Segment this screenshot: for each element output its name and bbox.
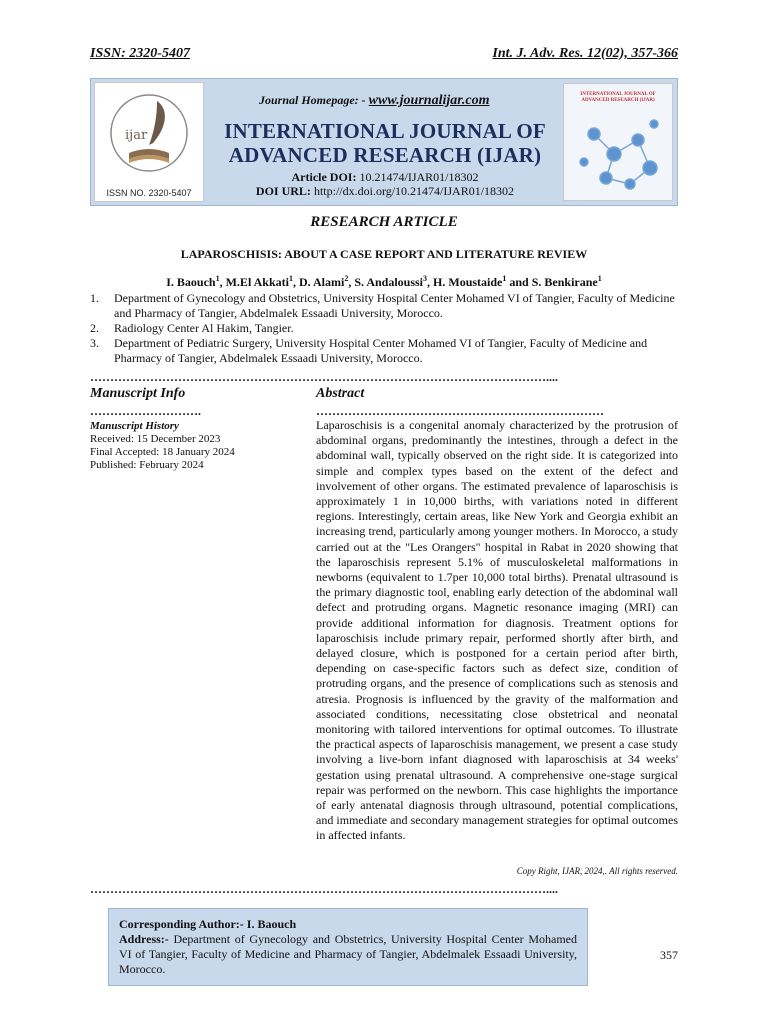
article-doi bbox=[215, 170, 555, 185]
logo-issn-text: ISSN NO. 2320-5407 bbox=[106, 188, 192, 198]
affiliation-item: 2. Radiology Center Al Hakim, Tangier. bbox=[90, 321, 294, 335]
journal-banner bbox=[90, 78, 678, 206]
dotted-separator: …………………………………………………………………………………………………….... bbox=[90, 370, 558, 384]
cover-title-text: INTERNATIONAL JOURNAL OF ADVANCED RESEARCH (IJAR) bbox=[580, 92, 656, 103]
author: M.El Akkati$^1$, bbox=[225, 274, 299, 289]
author: S. Benkirane$^1$ bbox=[531, 274, 602, 289]
doi-url bbox=[215, 184, 555, 199]
dotted-separator: ……………………………………………………………… bbox=[316, 404, 604, 418]
manuscript-info-heading: Manuscript Info bbox=[90, 386, 186, 401]
homepage-label: Journal Homepage: - bbox=[259, 93, 369, 107]
svg-text:ijar: ijar bbox=[125, 128, 148, 143]
author-list bbox=[90, 275, 678, 290]
quill-book-icon bbox=[95, 83, 203, 187]
doi-url-link[interactable]: http://dx.doi.org/10.21474/IJAR01/18302 bbox=[313, 184, 515, 198]
dotted-separator: …………………………………………………………………………………………………….... bbox=[90, 882, 558, 896]
citation-label: Int. J. Adv. Res. 12(02), 357-366 bbox=[492, 46, 678, 61]
article-doi-label: Article DOI: bbox=[291, 170, 357, 184]
article-doi-value: 10.21474/IJAR01/18302 bbox=[359, 170, 479, 184]
running-header bbox=[90, 46, 678, 66]
homepage-link[interactable]: www.journalijar.com bbox=[368, 93, 490, 108]
journal-homepage bbox=[259, 93, 490, 109]
journal-cover-image bbox=[563, 83, 673, 201]
accepted-date: Final Accepted: 18 January 2024 bbox=[90, 446, 235, 458]
author: I. Baouch$^1$, bbox=[166, 274, 226, 289]
corresponding-author-box bbox=[108, 908, 588, 986]
author: D. Alami$^2$, bbox=[298, 274, 355, 289]
manuscript-history-heading: Manuscript History bbox=[90, 420, 179, 432]
author: H. Moustaide$^1$ and bbox=[433, 274, 532, 289]
page-number: 357 bbox=[660, 948, 678, 962]
issn-label: ISSN: 2320-5407 bbox=[90, 46, 190, 61]
dotted-separator: ………………………. bbox=[90, 404, 201, 418]
abstract-heading: Abstract bbox=[316, 386, 365, 401]
published-date: Published: February 2024 bbox=[90, 459, 204, 471]
ijar-logo bbox=[94, 82, 204, 202]
received-date: Received: 15 December 2023 bbox=[90, 433, 221, 445]
journal-title-line2: ADVANCED RESEARCH (IJAR) bbox=[228, 143, 542, 167]
article-type: RESEARCH ARTICLE bbox=[310, 214, 458, 230]
doi-url-label: DOI URL: bbox=[255, 184, 311, 198]
abstract-body: Laparoschisis is a congenital anomaly characterized by the protrusion of abdominal organs, predominantly the intestines, through a defect in the abdominal wall, typically observed on the right side. It is categorized into simple and complex types based on the extent of the defect and involvement of other organs. The estimated prevalence of laparoschisis is approximately 1 in 10,000 births, with variations noted in different regions. Interestingly, certain areas, like New York and Georgia exhibit an increasing trend, particularly among younger mothers. In Morocco, a study carried out at the "Les Orangers" hospital in Rabat in 2020 showing that the laparoschisis represent 5.1% of musculoskeletal malformations in newborns (equivalent to 1.7per 10,000 total births). Prenatal ultrasound is the primary diagnostic tool, enabling early detection of the abdominal wall defect and protruding organs. Magnetic resonance imaging (MRI) can provide additional information for diagnosis. Treatment options for laparoschisis include primary repair, performed shortly after birth, and delayed closure, which is postponed for a certain period after birth, depending on case-specific factors such as defect size, condition of protruding organs, and the presence of complications such as stenosis and atresia. Prognosis is influenced by the gravity of the malformation and associated conditions, necessitating close obstetrical and neonatal monitoring with tailored interventions for optimal outcomes. To illustrate the practical aspects of laparoschisis management, we present a case study involving a live-born infant diagnosed with laparoschisis at 34 weeks' gestation using prenatal ultrasound. A comprehensive one-stage surgical repair was performed on the newborn. This case highlights the importance of early antenatal diagnosis through ultrasound, potential complications, and immediate and secondary management strategies for optimal outcomes in affected infants. bbox=[316, 418, 678, 843]
affiliation-item: 1. Department of Gynecology and Obstetrics, University Hospital Center Mohamed VI of Tangier, Faculty of Medicine and Pharmacy of Tangier, Abdelmalek Essaadi University, Morocco. bbox=[90, 291, 675, 320]
author: S. Andaloussi$^3$, bbox=[354, 274, 434, 289]
paper-title: LAPAROSCHISIS: ABOUT A CASE REPORT AND LITERATURE REVIEW bbox=[180, 247, 588, 261]
corresponding-author-label: Corresponding Author:- I. Baouch bbox=[119, 917, 297, 931]
affiliation-item: 3. Department of Pediatric Surgery, University Hospital Center Mohamed VI of Tangier, Faculty of Medicine and Pharmacy of Tangier, Abdelmalek Essaadi University, Morocco. bbox=[90, 336, 648, 365]
copyright-note: Copy Right, IJAR, 2024,. All rights reserved. bbox=[516, 866, 678, 876]
manuscript-history bbox=[90, 420, 290, 472]
corresponding-address: Address:- Department of Gynecology and Obstetrics, University Hospital Center Mohamed VI of Tangier, Faculty of Medicine and Pharmacy of Tangier, Abdelmalek Essaadi University, Morocco. bbox=[119, 932, 577, 976]
journal-title-line1: INTERNATIONAL JOURNAL OF bbox=[224, 119, 546, 143]
affiliation-list bbox=[90, 291, 678, 366]
